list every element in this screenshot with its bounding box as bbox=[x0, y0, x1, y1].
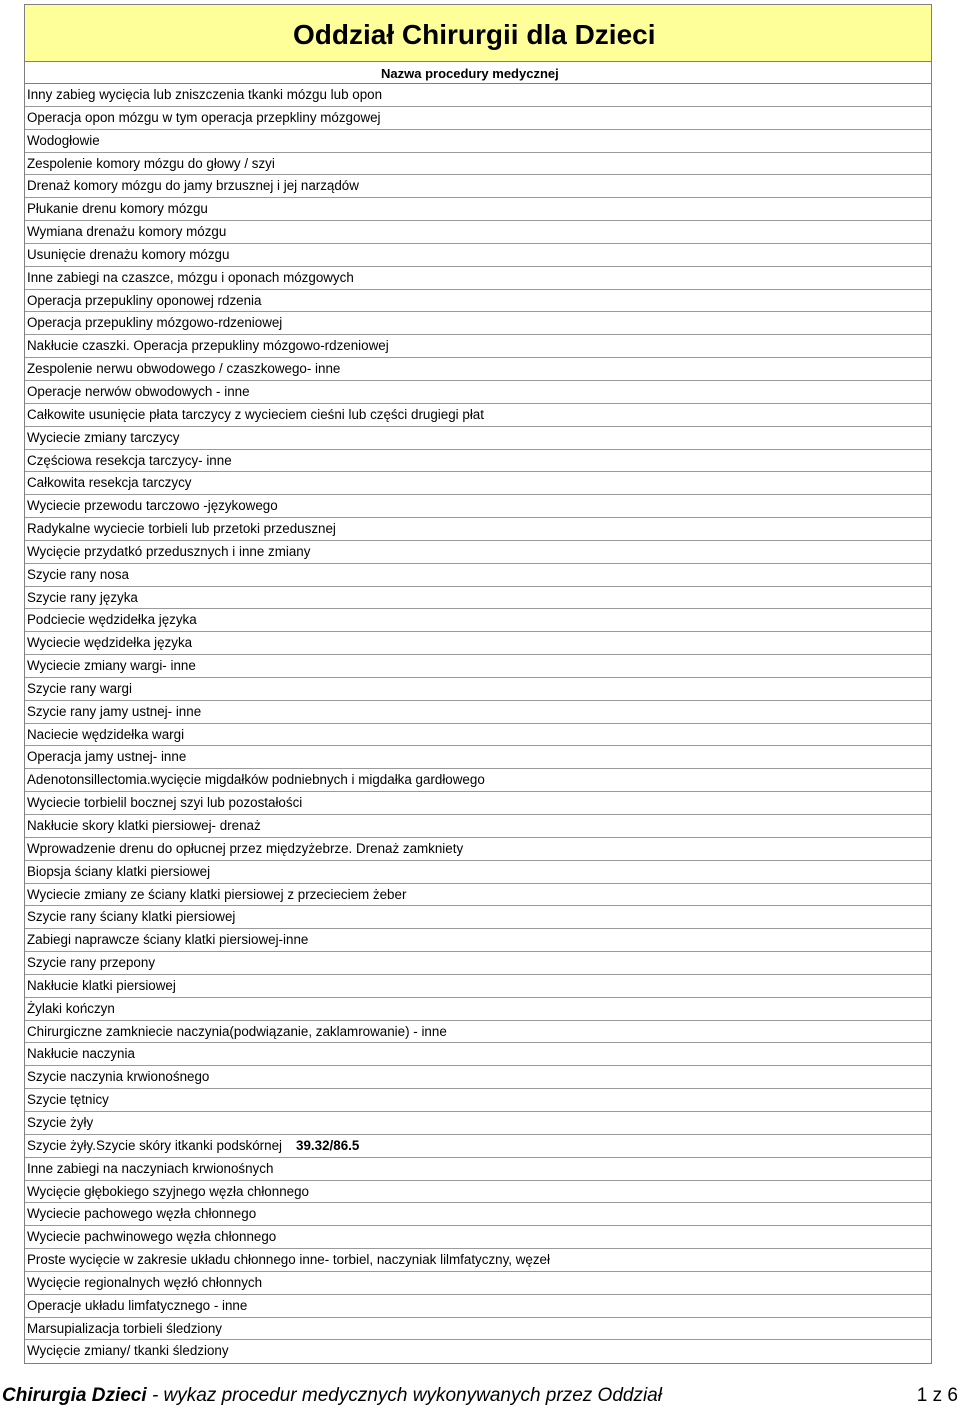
table-row bbox=[25, 724, 931, 747]
procedure-name: Marsupializacja torbieli śledziony bbox=[27, 1320, 222, 1336]
table-row bbox=[25, 130, 931, 153]
procedure-list bbox=[24, 84, 932, 1364]
table-row bbox=[25, 792, 931, 815]
procedure-name: Zespolenie nerwu obwodowego / czaszkowego- inne bbox=[27, 361, 341, 377]
table-row bbox=[25, 564, 931, 587]
procedure-name: Wyciecie wędzidełka języka bbox=[27, 635, 193, 651]
procedure-name: Adenotonsillectomia.wycięcie migdałków podniebnych i migdałka gardłowego bbox=[27, 772, 485, 788]
table-row bbox=[25, 678, 931, 701]
table-row bbox=[25, 290, 931, 313]
table-row bbox=[25, 655, 931, 678]
procedure-code: 39.32/86.5 bbox=[296, 1137, 360, 1153]
table-row bbox=[25, 929, 931, 952]
table-row bbox=[25, 541, 931, 564]
procedure-name: Szycie rany języka bbox=[27, 589, 138, 605]
procedure-name: Zabiegi naprawcze ściany klatki piersiowej-inne bbox=[27, 932, 309, 948]
table-row bbox=[25, 861, 931, 884]
table-row bbox=[25, 107, 931, 130]
procedure-name: Szycie naczynia krwionośnego bbox=[27, 1069, 210, 1085]
table-row bbox=[25, 1249, 931, 1272]
table-row bbox=[25, 175, 931, 198]
table-row bbox=[25, 427, 931, 450]
procedure-name: Żylaki kończyn bbox=[27, 1000, 115, 1016]
table-row bbox=[25, 221, 931, 244]
table-row bbox=[25, 244, 931, 267]
footer-text bbox=[2, 1383, 662, 1409]
procedure-name: Wyciecie torbielil bocznej szyi lub pozostałości bbox=[27, 795, 303, 811]
table-row bbox=[25, 1272, 931, 1295]
table-row bbox=[25, 1295, 931, 1318]
procedure-name: Operacje nerwów obwodowych - inne bbox=[27, 383, 250, 399]
table-row bbox=[25, 975, 931, 998]
table-row bbox=[25, 1203, 931, 1226]
procedure-name: Chirurgiczne zamkniecie naczynia(podwiązanie, zaklamrowanie) - inne bbox=[27, 1023, 447, 1039]
procedure-sheet bbox=[24, 4, 932, 1364]
procedure-name: Usunięcie drenażu komory mózgu bbox=[27, 246, 230, 262]
procedure-name: Inne zabiegi na naczyniach krwionośnych bbox=[27, 1160, 274, 1176]
procedure-name: Szycie tętnicy bbox=[27, 1092, 109, 1108]
footer-description: - wykaz procedur medycznych wykonywanych przez Oddział bbox=[151, 1385, 662, 1406]
table-row bbox=[25, 1112, 931, 1135]
table-row bbox=[25, 335, 931, 358]
procedure-name: Operacja przepukliny mózgowo-rdzeniowej bbox=[27, 315, 283, 331]
procedure-name: Wyciecie przewodu tarczowo -językowego bbox=[27, 498, 278, 514]
procedure-name: Całkowita resekcja tarczycy bbox=[27, 475, 192, 491]
procedure-name: Radykalne wyciecie torbieli lub przetoki przedusznej bbox=[27, 521, 336, 537]
procedure-name: Wyciecie pachwinowego węzła chłonnego bbox=[27, 1229, 277, 1245]
procedure-name: Wycięcie zmiany/ tkanki śledziony bbox=[27, 1343, 229, 1359]
procedure-name: Nakłucie naczynia bbox=[27, 1046, 135, 1062]
procedure-name: Operacja jamy ustnej- inne bbox=[27, 749, 187, 765]
table-row bbox=[25, 906, 931, 929]
table-row bbox=[25, 312, 931, 335]
table-row bbox=[25, 450, 931, 473]
table-row bbox=[25, 153, 931, 176]
procedure-name: Podciecie wędzidełka języka bbox=[27, 612, 197, 628]
table-row bbox=[25, 1066, 931, 1089]
procedure-name: Wycięcie regionalnych węzłó chłonnych bbox=[27, 1274, 263, 1290]
table-row bbox=[25, 609, 931, 632]
procedure-name: Wymiana drenażu komory mózgu bbox=[27, 224, 227, 240]
procedure-name: Inne zabiegi na czaszce, mózgu i oponach mózgowych bbox=[27, 269, 354, 285]
page-number: 1 z 6 bbox=[916, 1385, 958, 1406]
table-row bbox=[25, 769, 931, 792]
procedure-name: Płukanie drenu komory mózgu bbox=[27, 201, 208, 217]
table-row bbox=[25, 1318, 931, 1341]
procedure-name: Szycie rany ściany klatki piersiowej bbox=[27, 909, 236, 925]
table-row bbox=[25, 587, 931, 610]
procedure-name: Wodogłowie bbox=[27, 132, 100, 148]
table-row bbox=[25, 1089, 931, 1112]
procedure-name: Zespolenie komory mózgu do głowy / szyi bbox=[27, 155, 275, 171]
procedure-name: Biopsja ściany klatki piersiowej bbox=[27, 863, 211, 879]
procedure-name: Wyciecie zmiany ze ściany klatki piersiowej z przecieciem żeber bbox=[27, 886, 407, 902]
procedure-name: Szycie rany przepony bbox=[27, 955, 156, 971]
table-row bbox=[25, 1158, 931, 1181]
procedure-name: Szycie żyły bbox=[27, 1114, 94, 1130]
page-footer bbox=[0, 1383, 960, 1409]
procedure-name: Całkowite usunięcie płata tarczycy z wycieciem cieśni lub części drugiegi płat bbox=[27, 406, 484, 422]
table-row bbox=[25, 838, 931, 861]
procedure-name: Szycie rany wargi bbox=[27, 680, 132, 696]
procedure-name: Wycięcie głębokiego szyjnego węzła chłonnego bbox=[27, 1183, 309, 1199]
table-row bbox=[25, 404, 931, 427]
procedure-name: Naciecie wędzidełka wargi bbox=[27, 726, 185, 742]
procedure-name: Operacja przepukliny oponowej rdzenia bbox=[27, 292, 262, 308]
table-row bbox=[25, 746, 931, 769]
table-row bbox=[25, 1340, 931, 1363]
procedure-name: Nakłucie klatki piersiowej bbox=[27, 977, 176, 993]
table-row bbox=[25, 998, 931, 1021]
table-row bbox=[25, 1226, 931, 1249]
procedure-name: Wyciecie pachowego węzła chłonnego bbox=[27, 1206, 257, 1222]
table-row bbox=[25, 472, 931, 495]
table-row bbox=[25, 267, 931, 290]
table-row bbox=[25, 884, 931, 907]
table-row bbox=[25, 952, 931, 975]
procedure-name: Wyciecie zmiany wargi- inne bbox=[27, 658, 196, 674]
table-row bbox=[25, 84, 931, 107]
table-row bbox=[25, 1181, 931, 1204]
procedure-name: Proste wycięcie w zakresie układu chłonnego inne- torbiel, naczyniak lilmfatyczny, węzeł bbox=[27, 1252, 550, 1268]
title-banner bbox=[24, 4, 932, 62]
page-title: Oddział Chirurgii dla Dzieci bbox=[293, 19, 656, 50]
procedure-name: Szycie rany jamy ustnej- inne bbox=[27, 703, 202, 719]
procedure-name: Nakłucie czaszki. Operacja przepukliny mózgowo-rdzeniowej bbox=[27, 338, 389, 354]
table-row bbox=[25, 358, 931, 381]
procedure-name: Wyciecie zmiany tarczycy bbox=[27, 429, 180, 445]
footer-department: Chirurgia Dzieci bbox=[2, 1385, 147, 1406]
table-row bbox=[25, 495, 931, 518]
procedure-name: Szycie rany nosa bbox=[27, 566, 129, 582]
table-row bbox=[25, 1021, 931, 1044]
table-row bbox=[25, 1135, 931, 1158]
column-header bbox=[24, 62, 932, 84]
procedure-name: Drenaż komory mózgu do jamy brzusznej i jej narządów bbox=[27, 178, 359, 194]
procedure-name: Wprowadzenie drenu do opłucnej przez międzyżebrze. Drenaż zamkniety bbox=[27, 840, 464, 856]
procedure-name: Operacja opon mózgu w tym operacja przepkliny mózgowej bbox=[27, 109, 381, 125]
procedure-name: Częściowa resekcja tarczycy- inne bbox=[27, 452, 232, 468]
procedure-name: Inny zabieg wycięcia lub zniszczenia tkanki mózgu lub opon bbox=[27, 87, 383, 102]
table-row bbox=[25, 815, 931, 838]
table-row bbox=[25, 518, 931, 541]
table-row bbox=[25, 701, 931, 724]
table-row bbox=[25, 1043, 931, 1066]
column-header-label: Nazwa procedury medycznej bbox=[381, 66, 559, 81]
procedure-name: Wycięcie przydatkó przedusznych i inne zmiany bbox=[27, 543, 311, 559]
procedure-name: Nakłucie skory klatki piersiowej- drenaż bbox=[27, 818, 261, 833]
table-row bbox=[25, 632, 931, 655]
procedure-name: Szycie żyły.Szycie skóry itkanki podskórnej bbox=[27, 1137, 283, 1153]
procedure-name: Operacje układu limfatycznego - inne bbox=[27, 1297, 248, 1313]
table-row bbox=[25, 381, 931, 404]
table-row bbox=[25, 198, 931, 221]
